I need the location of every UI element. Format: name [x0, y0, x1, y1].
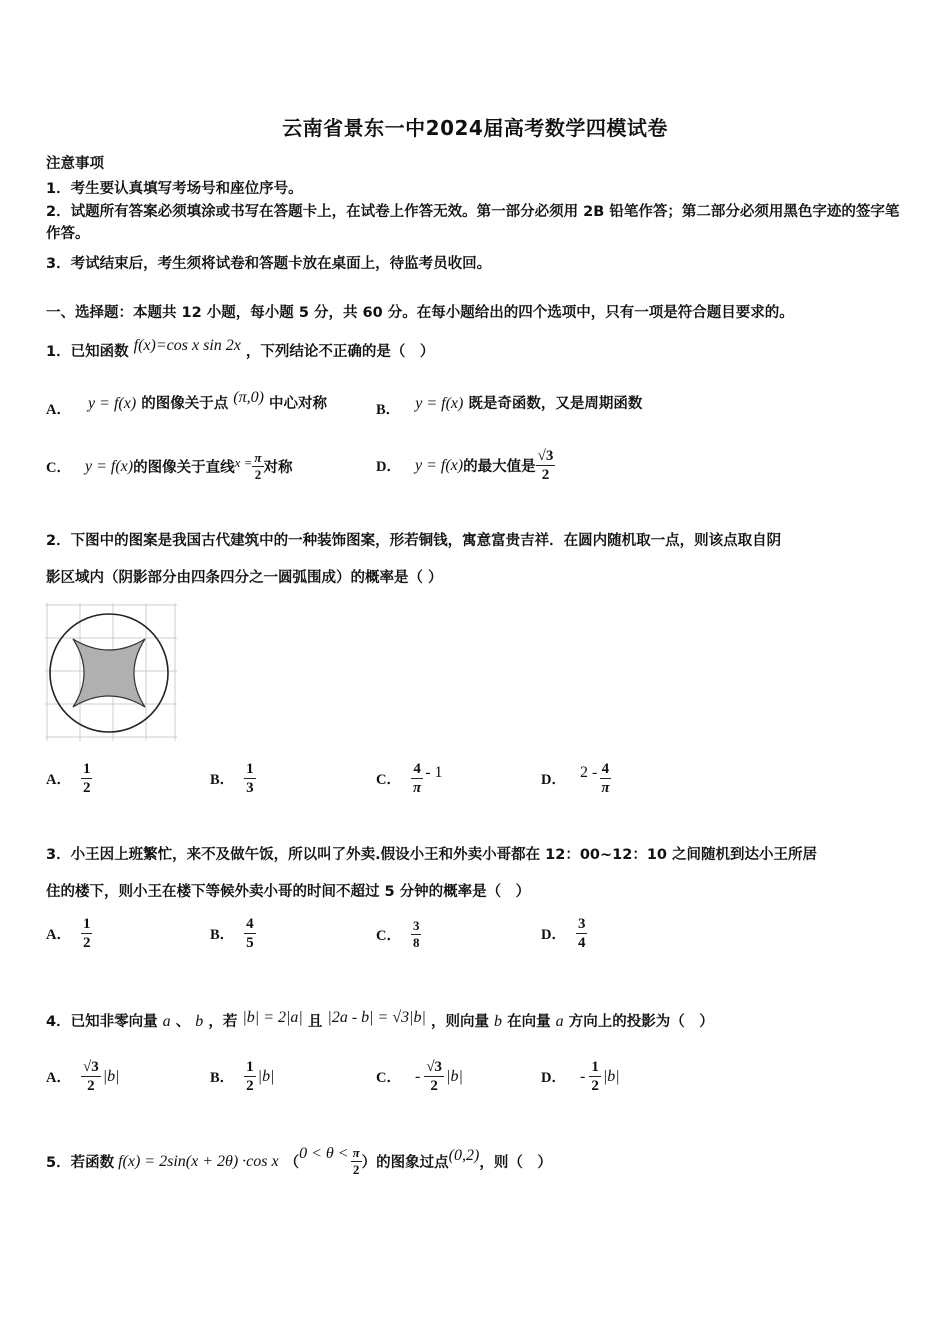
option-label: B．: [210, 1070, 235, 1086]
q1-c-text-2: 对称: [263, 460, 293, 476]
q1-b-math: y = f(x): [415, 395, 464, 412]
q1-function: f(x)=cos x sin 2x: [133, 337, 241, 354]
q1-b-text: 既是奇函数，又是周期函数: [468, 396, 643, 412]
q2-a-fraction: [81, 760, 93, 797]
q4-c-sign: -: [414, 1067, 421, 1085]
q4-stem-text-5: 方向上的投影为（ ）: [568, 1014, 714, 1030]
q4-option-b: [210, 1058, 274, 1095]
q4-option-d: [541, 1058, 620, 1095]
q2-d-pre: 2 -: [579, 763, 598, 781]
q4-c-fraction: [424, 1058, 444, 1095]
fraction-denominator: 2: [87, 1078, 95, 1094]
q4-stem-text-2: ，若: [208, 1014, 238, 1030]
q4-stem-text-3: ，则向量: [430, 1014, 489, 1030]
q4-and: 且: [307, 1014, 323, 1030]
q1-c-text: 的图像关于直线: [133, 460, 235, 476]
q4-a-vector-norm: |b|: [102, 1067, 120, 1085]
q5-point: (0,2): [448, 1146, 480, 1164]
q4-a-fraction: [81, 1058, 101, 1095]
q1-a-text-2: 中心对称: [269, 396, 328, 412]
q1-stem-text: 1．已知函数: [46, 344, 129, 360]
fraction-numerator: 4: [601, 761, 610, 777]
q1-option-d: [376, 447, 555, 484]
q3-option-c: [376, 918, 421, 951]
option-label: A．: [46, 772, 71, 788]
fraction-numerator: √3: [426, 1059, 443, 1075]
q4-d-fraction: [589, 1058, 601, 1095]
q3-option-b: [210, 915, 256, 952]
fraction-denominator: 2: [82, 935, 91, 951]
q3-option-a: [46, 915, 92, 952]
q5-stem: [46, 1145, 552, 1178]
fraction-numerator: √3: [82, 1059, 99, 1075]
notice-item-2: 2．试题所有答案必须填涂或书写在答题卡上，在试卷上作答无效。第一部分必须用 2B 铅笔作答；第二部分必须用黑色字迹的签字笔作答。: [46, 204, 900, 242]
fraction-numerator: 4: [246, 916, 254, 932]
q2-c-fraction: [411, 760, 423, 797]
fraction-denominator: 2: [541, 467, 550, 483]
q2-option-b: [210, 760, 256, 797]
q5-stem-text-3: ，则（ ）: [479, 1155, 552, 1171]
q1-d-fraction: [536, 447, 556, 484]
q4-stem-text-4: 在向量: [507, 1014, 551, 1030]
q4-stem: [46, 1010, 714, 1031]
coin-pattern-figure: [45, 603, 177, 741]
option-label: B．: [210, 927, 235, 943]
fraction-numerator: 4: [413, 761, 421, 777]
q1-d-text: 的最大值是: [463, 459, 536, 475]
q2-stem-line-2: 影区域内（阴影部分由四条四分之一圆弧围成）的概率是（ ）: [46, 570, 443, 586]
q5-paren: （: [284, 1155, 300, 1171]
fraction-denominator: π: [601, 780, 610, 796]
q1-c-line: x =: [234, 454, 253, 470]
q2-stem-line-1: 2．下图中的图案是我国古代建筑中的一种装饰图案，形若铜钱，寓意富贵吉祥．在圆内随机取一点，则该点取自阴: [46, 533, 782, 549]
option-label: B．: [376, 402, 401, 418]
q4-option-a: [46, 1058, 120, 1095]
q3-b-fraction: [244, 915, 256, 952]
q5-function: f(x) = 2sin(x + 2θ) ·cos x: [118, 1152, 279, 1170]
q3-stem-line-1: 3．小王因上班繁忙，来不及做午饭，所以叫了外卖.假设小王和外卖小哥都在 12：00~12：10 之间随机到达小王所居: [46, 847, 818, 863]
fraction-denominator: 2: [430, 1078, 438, 1094]
fraction-numerator: 1: [82, 761, 91, 777]
option-label: D．: [541, 1070, 566, 1086]
q2-option-d: [541, 760, 612, 797]
q1-a-text: 的图像关于点: [141, 396, 229, 412]
fraction-numerator: 1: [246, 761, 254, 777]
q1-a-math: y = f(x): [88, 395, 137, 412]
fraction-numerator: 3: [412, 918, 420, 933]
q1-option-a: [46, 389, 328, 418]
q1-option-c: [46, 450, 293, 483]
fraction-numerator: 1: [246, 1059, 254, 1075]
q4-c-vector-norm: |b|: [446, 1067, 463, 1085]
fraction-denominator: 4: [577, 935, 586, 951]
option-label: A．: [46, 927, 71, 943]
fraction-numerator: 3: [577, 916, 586, 932]
q5-condition: 0 < θ <: [299, 1144, 349, 1162]
q1-c-math: y = f(x): [84, 457, 134, 475]
option-label: C．: [376, 772, 401, 788]
option-label: D．: [376, 459, 401, 475]
fraction-numerator: √3: [537, 448, 554, 464]
q1-stem-text-2: ，下列结论不正确的是（ ）: [245, 344, 435, 360]
q2-b-fraction: [244, 760, 256, 797]
option-label: A．: [46, 1070, 71, 1086]
vector-b: b: [195, 1013, 204, 1030]
notice-heading: 注意事项: [46, 156, 104, 172]
fraction-denominator: 2: [82, 780, 91, 796]
q3-d-fraction: [576, 915, 588, 952]
fraction-denominator: 5: [246, 935, 254, 951]
option-label: A．: [46, 402, 71, 418]
fraction-denominator: 2: [352, 1162, 360, 1177]
q3-stem-line-2: 住的楼下，则小王在楼下等候外卖小哥的时间不超过 5 分钟的概率是（ ）: [46, 884, 531, 900]
q4-condition-1: |b| = 2|a|: [242, 1009, 303, 1026]
vector-b: b: [494, 1013, 503, 1030]
q1-option-b: [376, 392, 643, 418]
q4-d-sign: -: [579, 1067, 586, 1085]
fraction-numerator: π: [254, 450, 262, 465]
vector-a: a: [162, 1013, 171, 1030]
q3-c-fraction: [411, 918, 422, 951]
q4-b-vector-norm: |b|: [257, 1067, 275, 1085]
q2-d-fraction: [599, 760, 611, 797]
fraction-denominator: π: [412, 780, 422, 796]
fraction-denominator: 2: [591, 1078, 599, 1094]
option-label: B．: [210, 772, 235, 788]
q3-option-d: [541, 915, 587, 952]
notice-item-1: 1．考生要认真填写考场号和座位序号。: [46, 181, 303, 197]
section-heading: 一、选择题：本题共 12 小题，每小题 5 分，共 60 分。在每小题给出的四个选项中，只有一项是符合题目要求的。: [46, 305, 794, 321]
vector-a: a: [555, 1013, 564, 1030]
fraction-numerator: 1: [82, 916, 91, 932]
q4-option-c: [376, 1058, 463, 1095]
q5-stem-text-2: ）的图象过点: [361, 1155, 449, 1171]
q4-separator: 、: [175, 1014, 191, 1030]
option-label: C．: [46, 460, 71, 476]
fraction-denominator: 8: [412, 935, 420, 950]
option-label: D．: [541, 772, 566, 788]
q4-condition-2: |2a - b| = √3|b|: [327, 1009, 426, 1026]
q1-c-fraction: [252, 450, 263, 483]
q5-stem-text: 5．若函数: [46, 1155, 115, 1171]
option-label: C．: [376, 1070, 401, 1086]
q2-c-rest: - 1: [425, 763, 443, 781]
q4-stem-text: 4．已知非零向量: [46, 1014, 158, 1030]
fraction-denominator: 3: [246, 780, 254, 796]
shaded-region: [73, 639, 145, 707]
fraction-numerator: π: [352, 1145, 360, 1160]
q2-option-c: [376, 760, 443, 797]
option-label: C．: [376, 928, 401, 944]
q1-stem: [46, 337, 435, 361]
q1-a-point: (π,0): [233, 389, 264, 406]
notice-item-3: 3．考试结束后，考生须将试卷和答题卡放在桌面上，待监考员收回。: [46, 256, 492, 272]
q5-condition-fraction: [351, 1145, 362, 1178]
q2-option-a: [46, 760, 92, 797]
option-label: D．: [541, 927, 566, 943]
q4-b-fraction: [244, 1058, 256, 1095]
q4-d-vector-norm: |b|: [602, 1067, 620, 1085]
q3-a-fraction: [81, 915, 93, 952]
fraction-numerator: 1: [591, 1059, 599, 1075]
fraction-denominator: 2: [246, 1078, 254, 1094]
q1-d-math: y = f(x): [414, 456, 464, 474]
page-title: 云南省景东一中2024届高考数学四模试卷: [282, 116, 668, 140]
fraction-denominator: 2: [254, 467, 262, 482]
